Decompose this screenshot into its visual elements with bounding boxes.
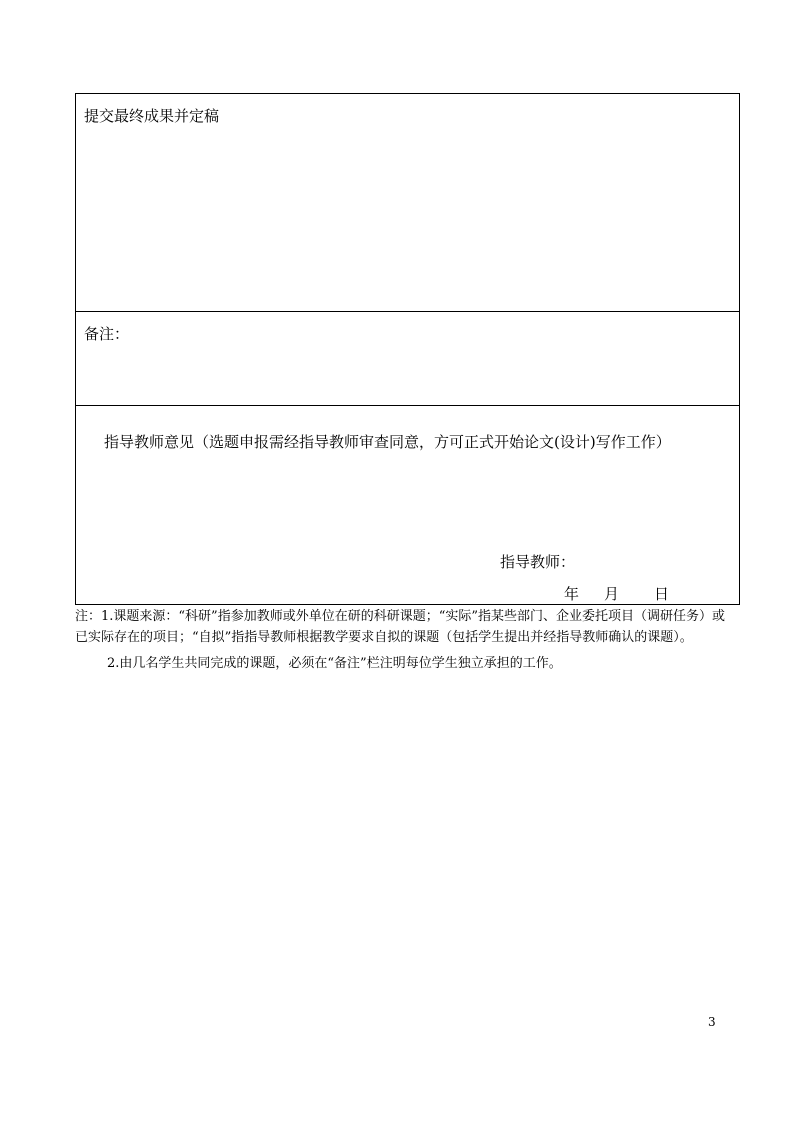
note-1: 注：1.课题来源：“科研”指参加教师或外单位在研的科研课题；“实际”指某些部门、企业委托项目（调研任务）或已实际存在的项目；“自拟”指指导教师根据教学要求自拟的课题（包括学生提出并经指导教师确认的课题）。 bbox=[75, 609, 725, 645]
notes-section bbox=[75, 606, 725, 674]
form-table bbox=[75, 93, 740, 605]
advisor-opinion-label: 指导教师意见（选题申报需经指导教师审查同意，方可正式开始论文(设计)写作工作） bbox=[104, 433, 671, 451]
advisor-signature-label: 指导教师： bbox=[500, 553, 576, 571]
remarks-section bbox=[76, 312, 739, 406]
date-day-label: 日 bbox=[654, 585, 670, 603]
advisor-opinion-section bbox=[76, 406, 739, 604]
final-result-label: 提交最终成果并定稿 bbox=[84, 107, 220, 125]
remarks-label: 备注： bbox=[84, 325, 130, 343]
page-number: 3 bbox=[708, 1015, 716, 1029]
date-line bbox=[564, 584, 674, 604]
date-month-label: 月 bbox=[604, 585, 620, 603]
final-result-section bbox=[76, 94, 739, 312]
date-year-label: 年 bbox=[564, 585, 580, 603]
note-2: 2.由几名学生共同完成的课题，必须在“备注”栏注明每位学生独立承担的工作。 bbox=[107, 656, 562, 671]
